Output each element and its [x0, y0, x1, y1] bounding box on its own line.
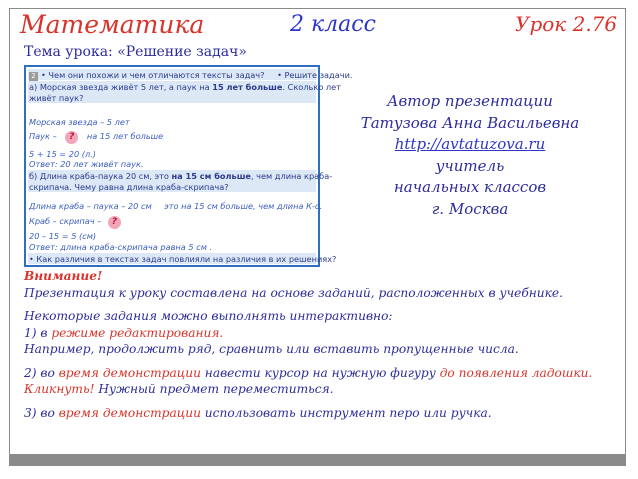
task-a-line2: живёт паук?: [29, 93, 84, 103]
question-mark-icon: ?: [108, 216, 121, 229]
notes-p1: Презентация к уроку составлена на основе заданий, расположенных в учебнике.: [24, 285, 564, 300]
notes-p3: [24, 325, 614, 342]
text: на 15 см больше: [171, 171, 251, 181]
question-1: • Чем они похожи и чем отличаются тексты задач?: [41, 70, 265, 80]
author-block: [340, 91, 600, 220]
task-b-answer: Ответ: длина краба-скрипача равна 5 см .: [29, 242, 213, 252]
text: Паук –: [29, 131, 57, 141]
text: 3) во: [24, 405, 59, 420]
task-number: 2: [29, 72, 38, 81]
question-last: • Как различия в текстах задач повлияли на различия в их решениях?: [29, 254, 337, 264]
subject-title: Математика: [20, 10, 205, 39]
text: . Сколько лет: [282, 82, 341, 92]
text: это на 15 см больше, чем длина К-с.: [164, 201, 322, 211]
task-b-short2: [29, 216, 121, 229]
lesson-topic: Тема урока: «Решение задач»: [24, 44, 247, 60]
task-a-short1: Морская звезда – 5 лет: [29, 117, 130, 127]
question-1b: • Решите задачи.: [277, 70, 353, 80]
text: на 15 лет больше: [86, 131, 164, 141]
text: а) Морская звезда живёт 5 лет, а паук на: [29, 82, 213, 92]
question-mark-icon: ?: [65, 131, 78, 144]
task-a-line1: [29, 82, 341, 92]
notes-p5: [24, 365, 614, 382]
lesson-title: Урок 2.76: [515, 12, 618, 36]
task-b-calc: 20 – 15 = 5 (см): [29, 231, 97, 241]
notes-block: [24, 268, 614, 421]
grade-title: 2 класс: [290, 12, 376, 37]
text: 1) в: [24, 325, 52, 340]
task-b-line1: [29, 171, 332, 181]
text: навести курсор на нужную фигуру: [200, 365, 440, 380]
text: время демонстрации: [58, 365, 201, 380]
task-a-answer: Ответ: 20 лет живёт паук.: [29, 159, 144, 169]
text: Кликнуть!: [24, 382, 95, 396]
notes-p7: [24, 405, 614, 422]
author-line1: Автор презентации: [387, 92, 553, 110]
text: режиме редактирования.: [51, 325, 224, 340]
text: использовать инструмент перо или ручка.: [200, 405, 492, 420]
task-a-short2: [29, 131, 163, 144]
text: Нужный предмет переместиться.: [94, 382, 334, 396]
text: , чем длина краба-: [250, 171, 333, 181]
task-b-short1: [29, 201, 322, 211]
text: Длина краба – паука – 20 см: [29, 201, 152, 211]
text: время демонстрации: [58, 405, 201, 420]
notes-p2: Некоторые задания можно выполнять интерактивно:: [24, 309, 393, 323]
textbook-excerpt: [24, 65, 353, 267]
author-name: Татузова Анна Васильевна: [360, 113, 580, 132]
text: 2) во: [24, 365, 59, 380]
text: до появления ладошки.: [439, 365, 593, 380]
author-city: г. Москва: [431, 199, 509, 218]
task-a-calc: 5 + 15 = 20 (л.): [29, 149, 97, 159]
author-line5: начальных классов: [393, 178, 547, 196]
task-header: [29, 70, 353, 81]
attention-heading: Внимание!: [24, 269, 103, 283]
notes-p6: [24, 381, 614, 398]
task-b-line2: скрипача. Чему равна длина краба-скрипача?: [29, 182, 229, 192]
text: 15 лет больше: [212, 82, 283, 92]
author-website-link[interactable]: http://avtatuzova.ru: [394, 135, 546, 153]
notes-p4: Например, продолжить ряд, сравнить или вставить пропущенные числа.: [24, 342, 519, 356]
author-line4: учитель: [435, 156, 505, 175]
text: Краб – скрипач –: [29, 216, 102, 226]
text: б) Длина краба-паука 20 см, это: [29, 171, 172, 181]
